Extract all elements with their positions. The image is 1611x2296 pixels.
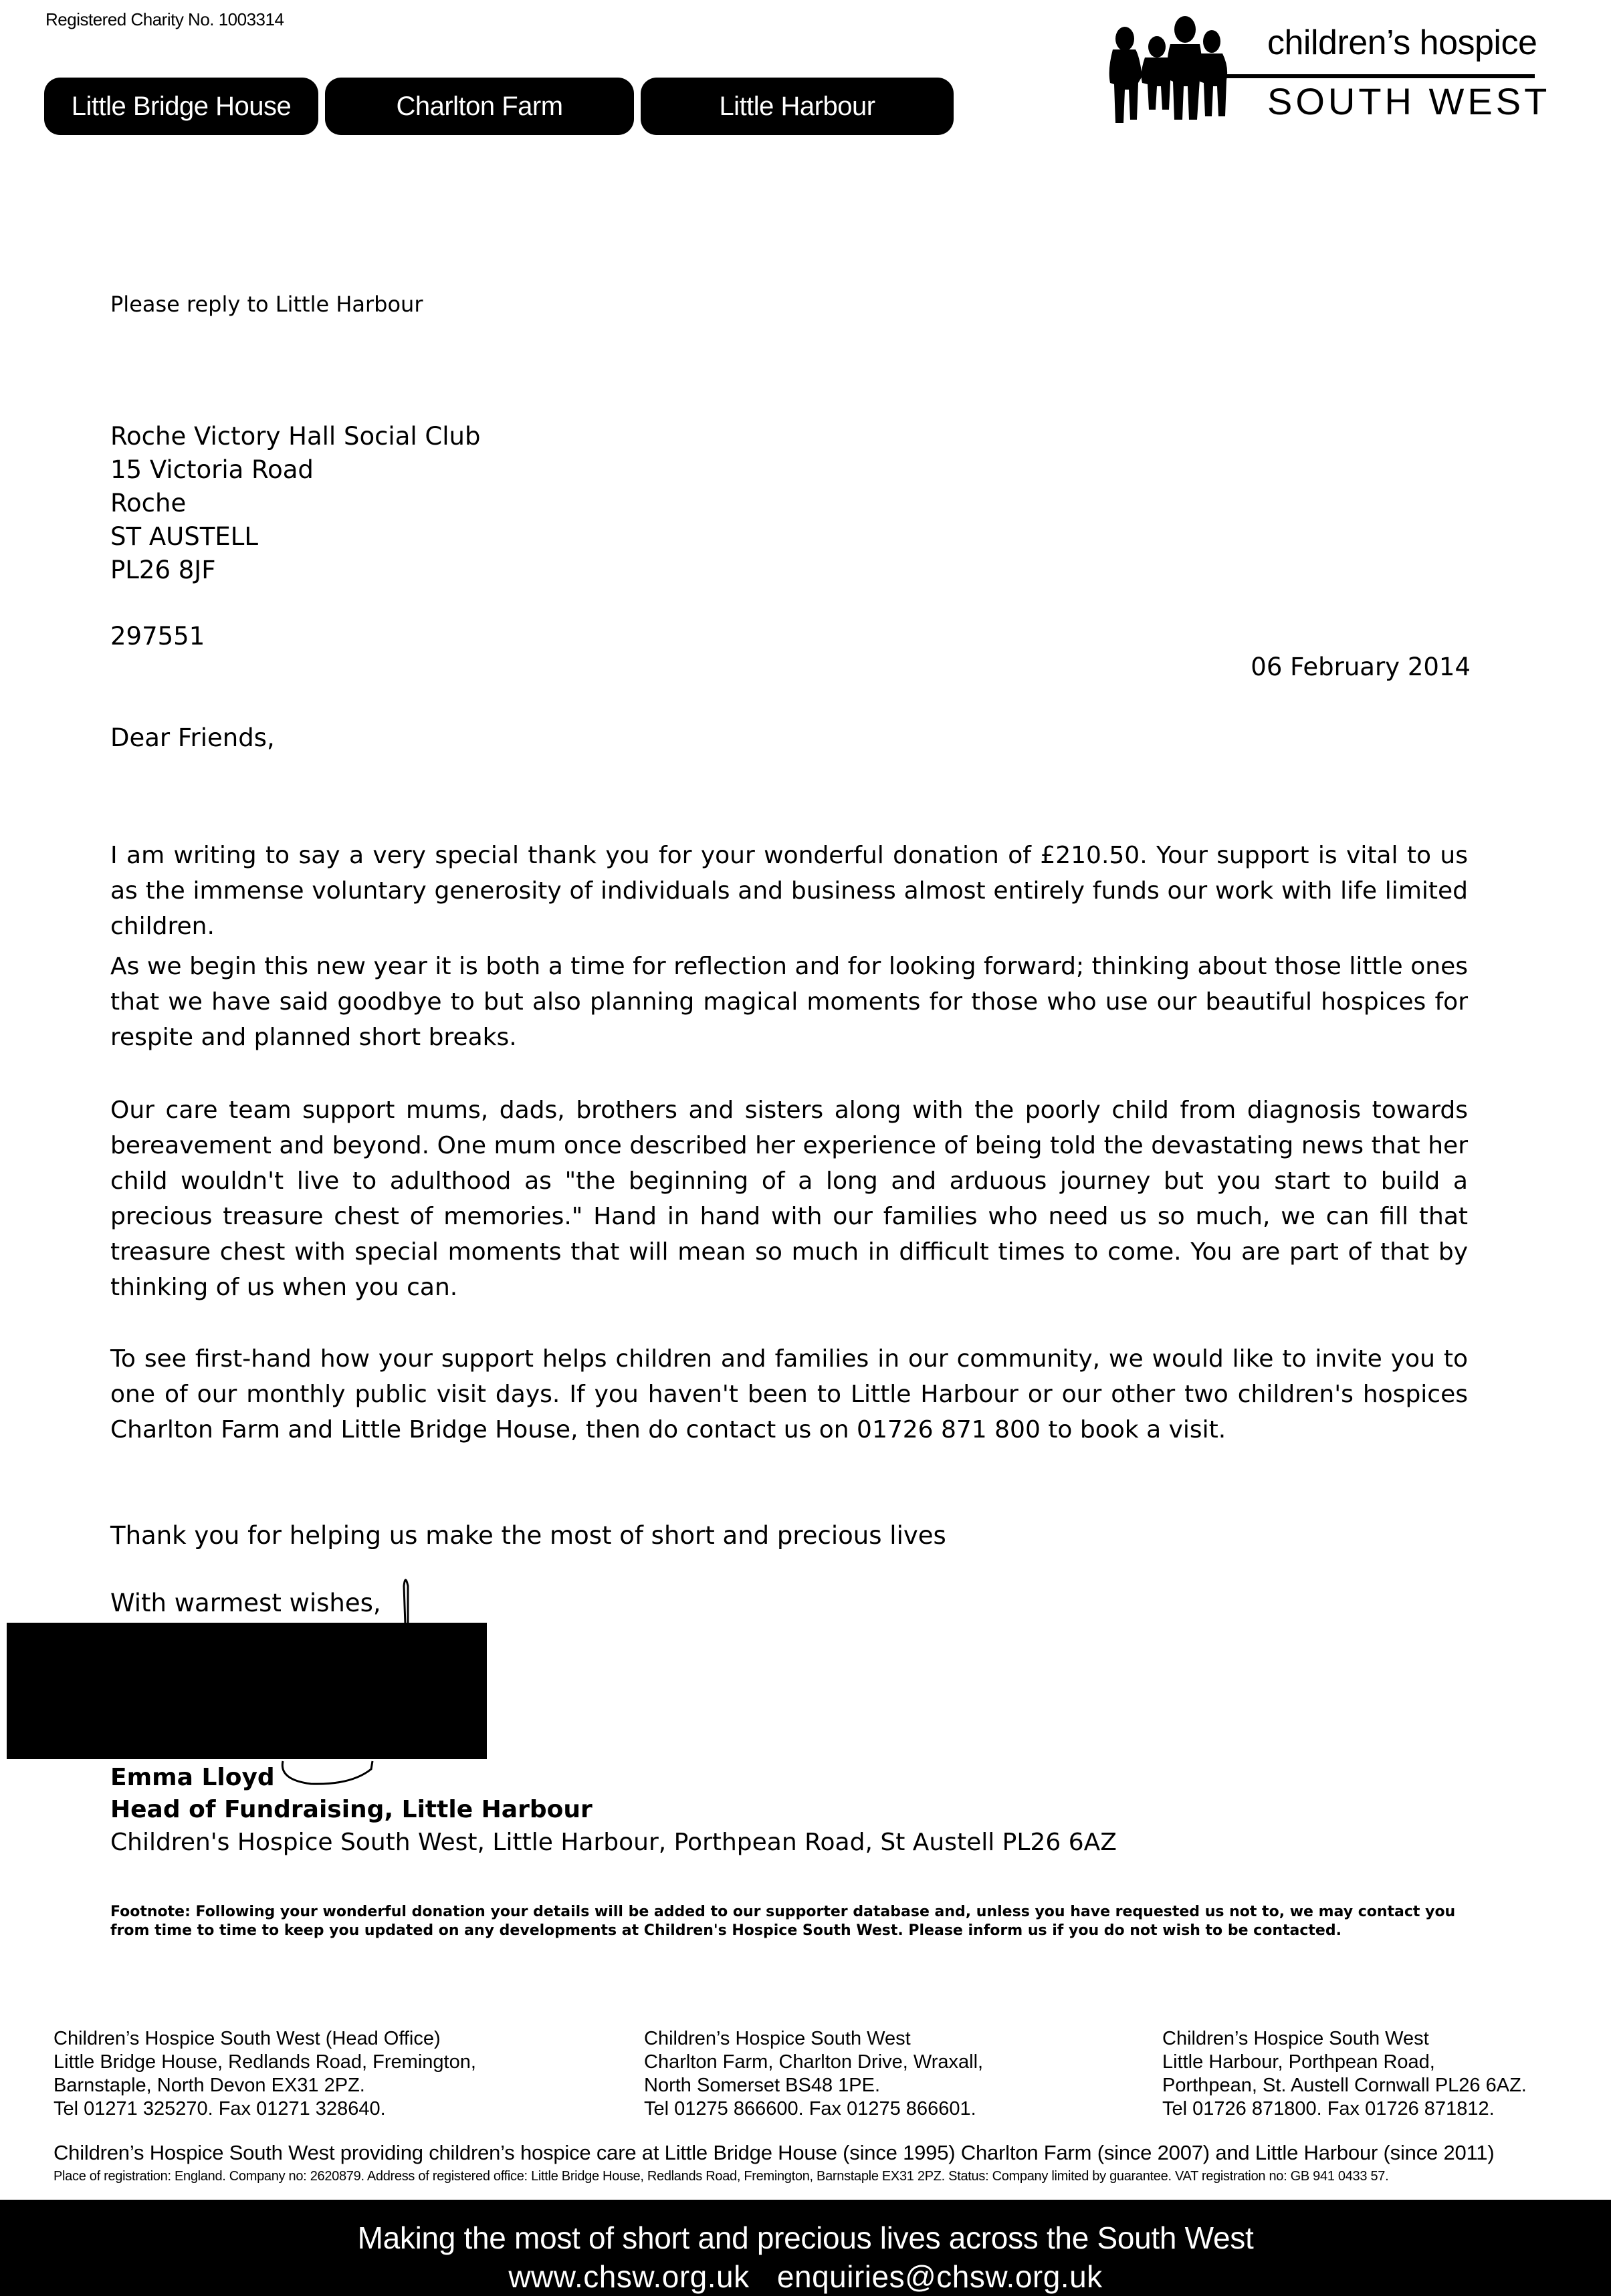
office-line: Children’s Hospice South West <box>1162 2028 1429 2049</box>
reply-to-note: Please reply to Little Harbour <box>110 292 423 317</box>
signatory-name: Emma Lloyd <box>110 1764 275 1791</box>
body-paragraph <box>110 1341 1468 1448</box>
office-head-office <box>53 2027 476 2121</box>
email-link[interactable]: enquiries@chsw.org.uk <box>776 2259 1103 2294</box>
hospice-tab-charlton-farm: Charlton Farm <box>325 78 634 135</box>
signature-loop <box>278 1760 378 1787</box>
recipient-address-line: Roche Victory Hall Social Club <box>110 422 481 451</box>
recipient-address-line: 15 Victoria Road <box>110 455 314 484</box>
recipient-address-line: ST AUSTELL <box>110 522 258 551</box>
office-line: Charlton Farm, Charlton Drive, Wraxall, <box>644 2051 984 2073</box>
body-paragraph-text: Our care team support mums, dads, brothers and sisters along with the poorly child from diagnosis towards bereavement and beyond. One mum once described her experience of being told the devastating news that her child wouldn't live to adulthood as "the beginning of a long and arduous journey but you start to build a precious treasure chest of memories." Hand in hand with our families who need us so much, we can fill that treasure chest with special moments that will mean so much in difficult times to come. You are part of that by thinking of us when you can. <box>110 1097 1468 1301</box>
letter-date: 06 February 2014 <box>1251 653 1471 681</box>
sign-off: With warmest wishes, <box>110 1589 381 1617</box>
body-paragraph-text: I am writing to say a very special thank you for your wonderful donation of £210.50. Your support is vital to us as the immense voluntary generosity of individuals and business almost entirely funds our work with life limited children. <box>110 842 1468 940</box>
office-line: Barnstaple, North Devon EX31 2PZ. <box>53 2075 365 2096</box>
chsw-logo <box>1103 9 1558 123</box>
office-line: Tel 01275 866600. Fax 01275 866601. <box>644 2098 976 2119</box>
office-line: Porthpean, St. Austell Cornwall PL26 6AZ. <box>1162 2075 1527 2096</box>
body-paragraph <box>110 1093 1468 1305</box>
footnote: Footnote: Following your wonderful donation your details will be added to our supporter database and, unless you have requested us not to, we may contact you from time to time to keep you updated on any developments at Children's Hospice South West. Please inform us if you do not wish to be contacted. <box>110 1904 1456 1939</box>
office-line: North Somerset BS48 1PE. <box>644 2075 880 2096</box>
signatory-address: Children's Hospice South West, Little Harbour, Porthpean Road, St Austell PL26 6AZ <box>110 1829 1117 1856</box>
reference-number: 297551 <box>110 622 205 651</box>
footer-tagline: Making the most of short and precious lives across the South West <box>357 2220 1254 2255</box>
recipient-address-line: Roche <box>110 489 187 518</box>
logo-divider <box>1224 74 1535 78</box>
signature-stroke <box>399 1573 415 1626</box>
logo-text-south-west: SOUTH WEST <box>1267 80 1551 122</box>
office-charlton-farm <box>644 2027 983 2121</box>
office-line: Children’s Hospice South West (Head Office) <box>53 2028 441 2049</box>
hospice-tab-little-harbour: Little Harbour <box>641 78 954 135</box>
logo-text-childrens-hospice: children’s hospice <box>1267 23 1537 62</box>
closing-line: Thank you for helping us make the most of short and precious lives <box>110 1521 946 1550</box>
recipient-address <box>110 420 480 587</box>
redacted-signature-block <box>7 1623 487 1759</box>
hospice-tabs <box>44 78 954 135</box>
footer-contact <box>0 2259 1611 2295</box>
body-paragraph-text: As we begin this new year it is both a time for reflection and for looking forward; thinking about those little ones that we have said goodbye to but also planning magical moments for those who use our beautiful hospices for respite and planned short breaks. <box>110 953 1468 1051</box>
office-line: Little Bridge House, Redlands Road, Fremington, <box>53 2051 476 2073</box>
signatory-title: Head of Fundraising, Little Harbour <box>110 1796 593 1823</box>
website-link[interactable]: www.chsw.org.uk <box>508 2259 750 2294</box>
body-paragraph <box>110 949 1468 1055</box>
office-line: Tel 01271 325270. Fax 01271 328640. <box>53 2098 386 2119</box>
recipient-address-line: PL26 8JF <box>110 556 216 584</box>
body-paragraph <box>110 838 1468 944</box>
office-line: Tel 01726 871800. Fax 01726 871812. <box>1162 2098 1495 2119</box>
salutation: Dear Friends, <box>110 723 275 752</box>
company-registration: Place of registration: England. Company no: 2620879. Address of registered office: Little Bridge House, Redlands Road, Fremington, Barnstaple EX31 2PZ. Status: Company limited by guarantee. VAT registration no: GB 941 0433 57. <box>53 2169 1389 2184</box>
office-line: Little Harbour, Porthpean Road, <box>1162 2051 1435 2073</box>
children-silhouettes-icon <box>1103 9 1230 123</box>
registered-charity-number: Registered Charity No. 1003314 <box>45 9 284 29</box>
office-line: Children’s Hospice South West <box>644 2028 911 2049</box>
care-provision-statement: Children’s Hospice South West providing children’s hospice care at Little Bridge House (since 1995) Charlton Farm (since 2007) and Little Harbour (since 2011) <box>53 2141 1495 2164</box>
hospice-tab-little-bridge-house: Little Bridge House <box>44 78 318 135</box>
footer-band <box>0 2200 1611 2296</box>
office-little-harbour <box>1162 2027 1527 2121</box>
body-paragraph-text: To see first-hand how your support helps children and families in our community, we would like to invite you to one of our monthly public visit days. If you haven't been to Little Harbour or our other two children's hospices Charlton Farm and Little Bridge House, then do contact us on 01726 871 800 to book a visit. <box>110 1345 1468 1444</box>
